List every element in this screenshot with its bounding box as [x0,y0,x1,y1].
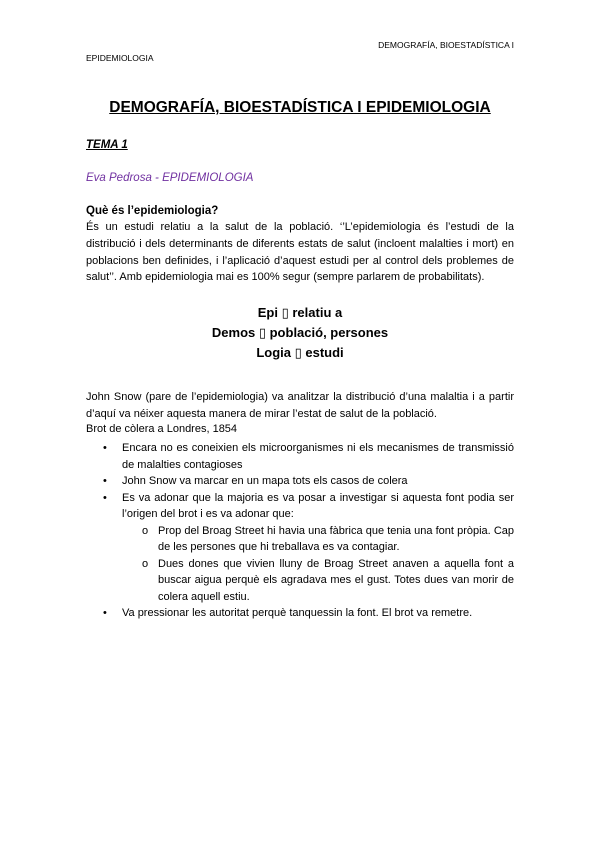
list-item [86,490,514,606]
topic-heading: TEMA 1 [86,139,128,151]
etymology-line: Logia ▯ estudi [256,345,344,360]
etymology-line: Demos ▯ població, persones [211,325,389,340]
outbreak-title: Brot de còlera a Londres, 1854 [86,423,238,435]
circle-bullet-icon: o [142,557,149,570]
list-item [86,473,514,490]
list-item [86,440,514,473]
john-snow-paragraph: John Snow (pare de l’epidemiologia) va analitzar la distribució d’una malaltia i a partir d’aquí va néixer aquesta manera de mirar l’estat de salut de la població. [86,391,514,420]
bullet-icon: • [103,475,107,487]
running-header-right: DEMOGRAFÍA, BIOESTADÍSTICA I [378,40,514,50]
etymology-block [0,303,600,363]
question-heading: Què és l’epidemiologia? [86,205,219,217]
list-item [86,605,514,622]
bullet-list [86,440,514,622]
sub-list [122,523,514,606]
bullet-icon: • [103,607,107,619]
running-header-left: EPIDEMIOLOGIA [86,53,154,63]
etymology-line: Epi ▯ relatiu a [257,305,343,320]
sub-list-item [122,556,514,606]
circle-bullet-icon: o [142,524,149,537]
list-item-text: Va pressionar les autoritat perquè tanquessin la font. El brot va remetre. [122,607,473,619]
definition-paragraph: És un estudi relatiu a la salut de la població. ‘’L’epidemiologia és l’estudi de la distribució i dels determinants de diferents estats de salut (incloent malalties i mort) en poblacions ben definides, i l’aplicació d’aquest estudi per al control dels problemes de salut’’. Amb epidemiologia mai es 100% segur (sempre parlarem de probabilitats). [86,221,514,284]
bullet-icon: • [103,491,107,504]
sub-list-item-text: Dues dones que vivien lluny de Broag Street anaven a aquella font a buscar aigua perquè els agradava mes el gust. Totes dues van morir de colera aquell estiu. [158,557,514,603]
sub-list-item-text: Prop del Broag Street hi havia una fàbrica que tenia una font pròpia. Cap de les persones que hi treballava es va contagiar. [158,524,514,553]
bullet-icon: • [103,442,107,454]
author-line: Eva Pedrosa - EPIDEMIOLOGIA [86,172,254,184]
list-item-text: Encara no es coneixien els microorganismes ni els mecanismes de transmissió de malalties contagioses [122,442,514,471]
document-title: DEMOGRAFÍA, BIOESTADÍSTICA I EPIDEMIOLOGIA [109,99,491,116]
list-item-text: Es va adonar que la majoria es va posar a investigar si aquesta font podia ser l’origen del brot i es va adonar que: [122,491,514,520]
sub-list-item [122,523,514,556]
list-item-text: John Snow va marcar en un mapa tots els casos de colera [122,475,408,487]
